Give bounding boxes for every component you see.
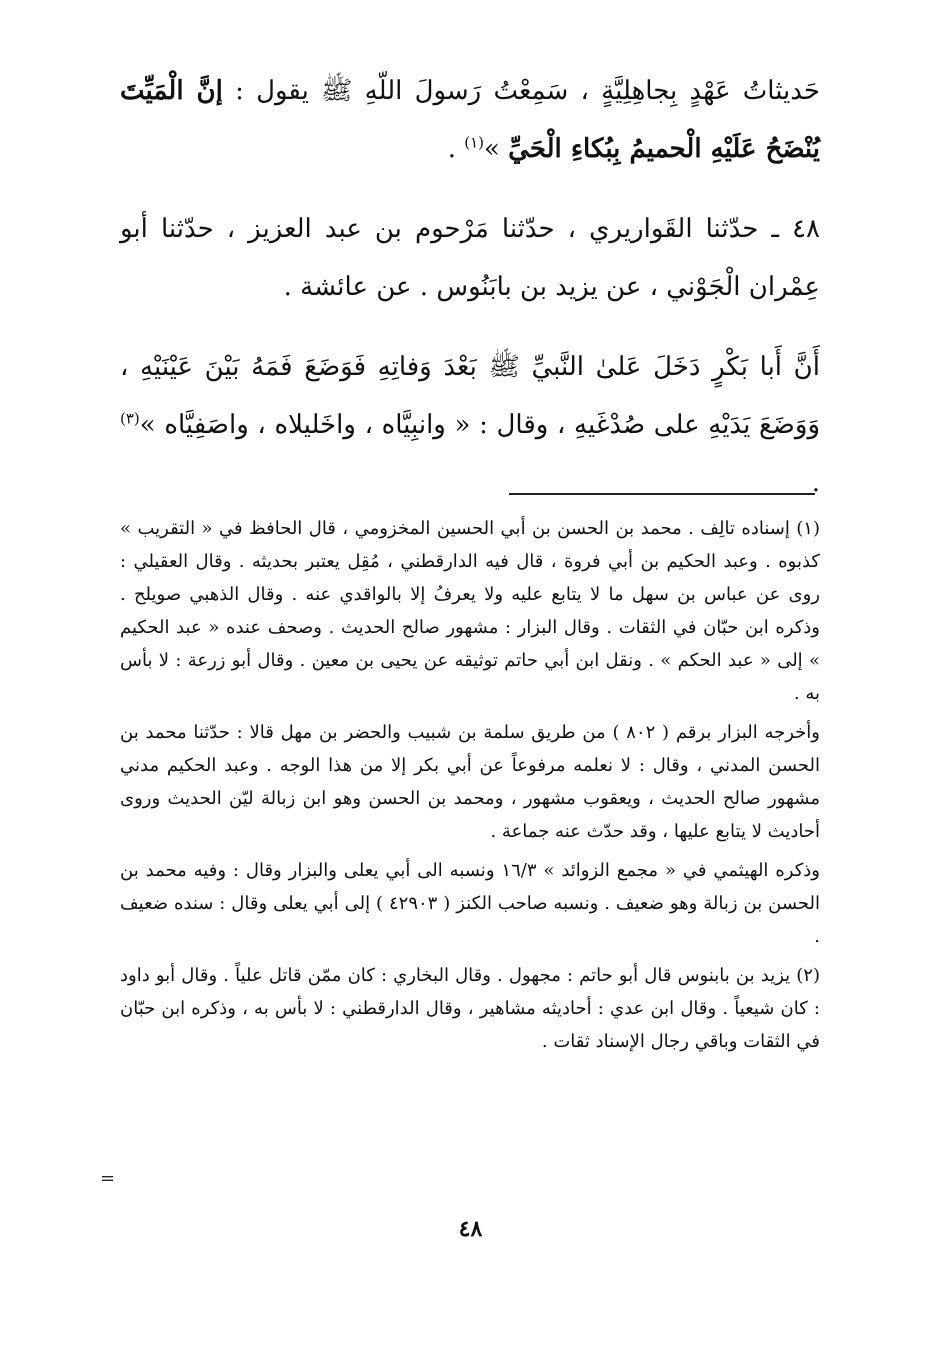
paragraph-hadith-48-isnad: ٤٨ ـ حدّثنا القَواريري ، حدّثنا مَرْحوم بن عبد العزيز ، حدّثنا أبو عِمْران الْجَوْني ، عن يزيد بن بابَنُوس . عن عائشة . <box>120 214 820 302</box>
main-text <box>120 62 820 534</box>
continuation-mark: = <box>100 1168 116 1189</box>
footnote-1: (١) إسناده تالِف . محمد بن الحسن بن أبي الحسين المخزومي ، قال الحافظ في « التقريب » كذبوه . وعبد الحكيم بن أبي فروة ، قال فيه الدارقطني ، مُقِل يعتبر بحديثه . وقال العقيلي : روى عن عباس بن سهل ما لا يتابع عليه ولا يعرفُ إلا بالواقدي عنه . وقال الذهبي صويلح . وذكره ابن حبّان في الثقات . وقال البزار : مشهور صالح الحديث . وصحف عنده « عبد الحكيم » إلى « عبد الحكم » . ونقل ابن أبي حاتم توثيقه عن يحيى بن معين . وقال أبو زرعة : لا بأس به . <box>120 518 820 704</box>
period: . <box>447 134 465 164</box>
footnote-2: (٢) يزيد بن بابنوس قال أبو حاتم : مجهول . وقال البخاري : كان ممّن قاتل علياً . وقال أبو داود : كان شيعياً . وقال ابن عدي : أحاديثه مشاهير ، وقال الدارقطني : لا بأس به ، وذكره ابن حبّان في الثقات وباقي رجال الإسناد ثقات . <box>120 965 820 1052</box>
footnote-ref-3: (٣) <box>120 409 140 428</box>
period: . <box>811 468 820 498</box>
page-number: ٤٨ <box>458 1216 483 1242</box>
quote-close: » <box>484 134 509 164</box>
paragraph-hadith-47-end <box>120 62 820 178</box>
footnote-1-continued-a: وأخرجه البزار برقم ( ٨٠٢ ) من طريق سلمة بن شبيب والحضر بن مهل قالا : حدّثنا محمد بن الحسن المدني ، وقال : لا نعلمه مرفوعاً عن أبي بكر إلا من هذا الوجه . وعبد الحكيم مدني مشهور صالح الحديث ، ويعقوب مشهور ، ومحمد بن الحسن وهو ابن زبالة ليّن الحديث وروى أحاديث لا يتابع عليها ، وقد حدّث عنه جماعة . <box>120 722 820 842</box>
footnote-1-continued-b: وذكره الهيثمي في « مجمع الزوائد » ١٦/٣ ونسبه الى أبي يعلى والبزار وقال : وفيه محمد بن الحسن بن زبالة وهو ضعيف . ونسبه صاحب الكنز ( ٤٢٩٠٣ ) إلى أبي يعلى وقال : سنده ضعيف . <box>120 860 820 947</box>
footnote-ref-1: (١) <box>464 133 484 152</box>
text-bold-quote: إنَّ الْمَيِّتَ يُنْضَحُ عَلَيْهِ الْحميمُ بِبُكاءِ الْحَيِّ <box>120 76 820 164</box>
text-normal: حَديثاتُ عَهْدٍ بِجاهِلِيَّةٍ ، سَمِعْتُ رَسولَ اللّهِ ﷺ يقول : <box>222 76 821 106</box>
footnote-separator <box>509 493 815 495</box>
footnotes <box>120 512 820 1064</box>
matn-text: أَنَّ أَبا بَكْرٍ دَخَلَ عَلىٰ النَّبيِّ ﷺ بَعْدَ وَفاتِهِ فَوَضَعَ فَمَهُ بَيْنَ عَيْنَيْهِ ، وَوَضَعَ يَدَيْهِ على صُدْغَيهِ ، وقال : « وانبِيَّاه ، واخَليلاه ، واصَفِيَّاه » <box>120 352 820 440</box>
paragraph-hadith-48-matn <box>120 338 820 512</box>
